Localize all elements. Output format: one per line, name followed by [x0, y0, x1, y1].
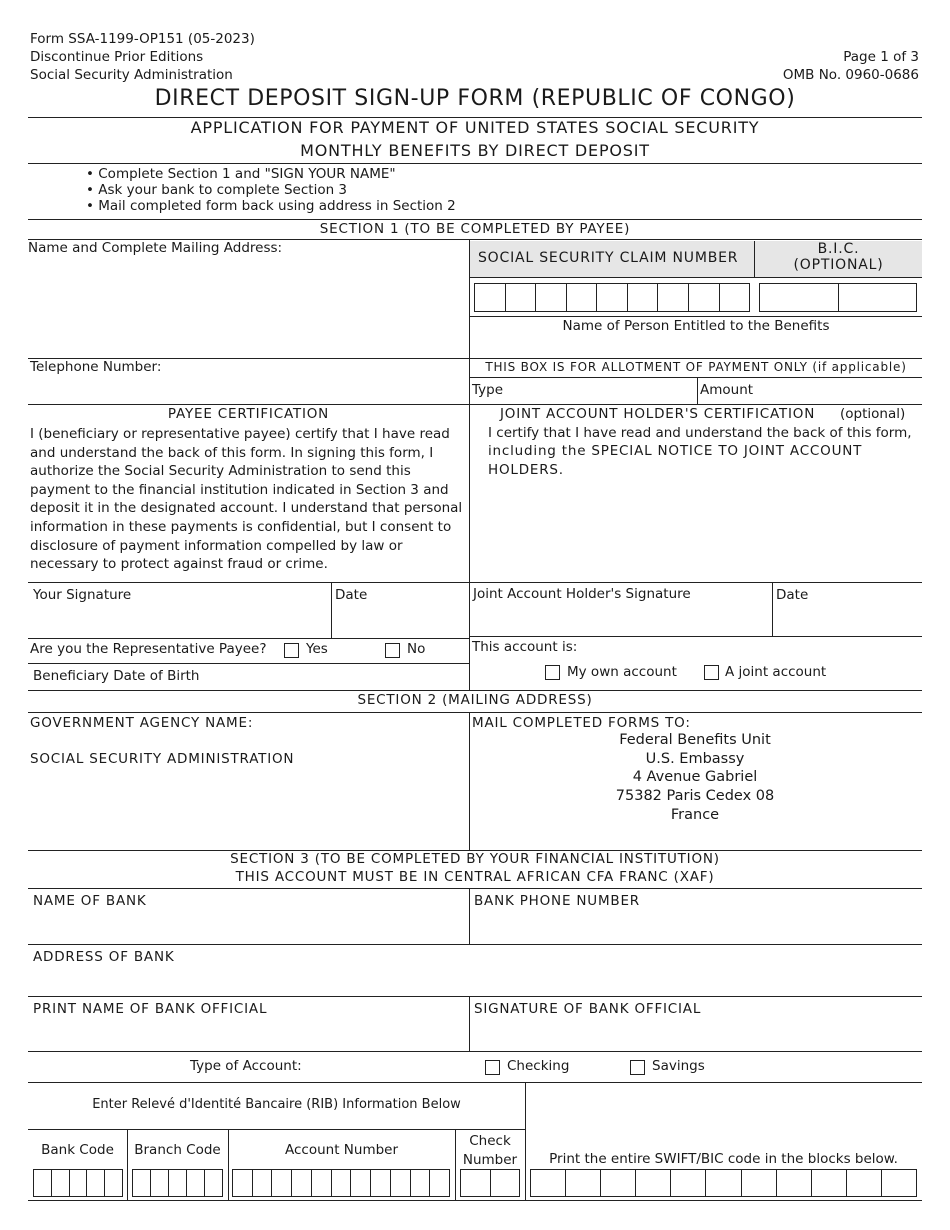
- divider: [469, 996, 470, 1051]
- page-number: Page 1 of 3: [843, 49, 919, 65]
- instruction-item: • Ask your bank to complete Section 3: [86, 182, 348, 198]
- rib-label: Enter Relevé d'Identité Bancaire (RIB) Information Below: [92, 1097, 461, 1112]
- divider: [470, 316, 922, 317]
- divider: [469, 888, 470, 944]
- divider: [697, 377, 698, 404]
- divider: [28, 944, 922, 945]
- no-label: No: [407, 641, 426, 657]
- check-number-boxes[interactable]: [460, 1169, 520, 1197]
- account-type-label: Type of Account:: [190, 1058, 302, 1074]
- divider: [28, 1129, 525, 1130]
- bank-official-name-field[interactable]: [30, 1019, 466, 1049]
- account-is-label: This account is:: [472, 639, 578, 655]
- divider: [28, 582, 922, 583]
- section3-heading-line1: SECTION 3 (TO BE COMPLETED BY YOUR FINANCIAL INSTITUTION): [230, 851, 720, 867]
- joint-signature-field[interactable]: [473, 604, 768, 636]
- divider: [228, 1129, 229, 1200]
- name-address-field[interactable]: [30, 258, 466, 356]
- bank-code-boxes[interactable]: [33, 1169, 123, 1197]
- divider: [28, 888, 922, 889]
- divider: [525, 1082, 526, 1200]
- joint-account-label: A joint account: [725, 664, 827, 680]
- telephone-label: Telephone Number:: [30, 359, 162, 375]
- yes-label: Yes: [306, 641, 328, 657]
- savings-label: Savings: [652, 1058, 705, 1074]
- divider: [28, 663, 469, 664]
- bank-official-signature-field[interactable]: [474, 1019, 920, 1049]
- check-number-label-line2: Number: [462, 1152, 518, 1168]
- swift-label: Print the entire SWIFT/BIC code in the blocks below.: [549, 1151, 898, 1167]
- own-account-checkbox[interactable]: [545, 665, 560, 680]
- allotment-type-label[interactable]: Type: [472, 382, 504, 398]
- allotment-amount-label[interactable]: Amount: [700, 382, 754, 398]
- divider: [331, 582, 332, 638]
- savings-checkbox[interactable]: [630, 1060, 645, 1075]
- joint-date-label: Date: [776, 587, 809, 603]
- divider: [28, 404, 922, 405]
- your-signature-field[interactable]: [30, 604, 328, 638]
- own-account-label: My own account: [567, 664, 677, 680]
- divider: [772, 582, 773, 637]
- address-line: U.S. Embassy: [645, 751, 745, 767]
- divider: [28, 638, 469, 639]
- bank-name-label: NAME OF BANK: [33, 893, 147, 909]
- bank-code-label: Bank Code: [41, 1142, 114, 1158]
- joint-certification-line3: HOLDERS.: [488, 462, 564, 478]
- bank-phone-field[interactable]: [474, 912, 920, 942]
- account-number-boxes[interactable]: [232, 1169, 450, 1197]
- rep-payee-no-checkbox[interactable]: [385, 643, 400, 658]
- checking-checkbox[interactable]: [485, 1060, 500, 1075]
- address-line: France: [670, 807, 720, 823]
- telephone-field[interactable]: [30, 376, 466, 403]
- ssn-claim-label: SOCIAL SECURITY CLAIM NUMBER: [478, 250, 739, 266]
- branch-code-boxes[interactable]: [132, 1169, 223, 1197]
- divider: [28, 996, 922, 997]
- beneficiary-dob-label: Beneficiary Date of Birth: [33, 668, 200, 684]
- divider: [469, 239, 470, 690]
- payee-certification-title: PAYEE CERTIFICATION: [167, 406, 330, 422]
- bank-official-signature-label: SIGNATURE OF BANK OFFICIAL: [474, 1001, 702, 1017]
- your-signature-label: Your Signature: [33, 587, 132, 603]
- name-address-label: Name and Complete Mailing Address:: [28, 240, 283, 256]
- check-number-label-line1: Check: [469, 1133, 511, 1149]
- agency-name: Social Security Administration: [30, 67, 233, 83]
- entitled-person-label: Name of Person Entitled to the Benefits: [562, 318, 830, 334]
- joint-certification-title: JOINT ACCOUNT HOLDER'S CERTIFICATION: [500, 406, 816, 422]
- joint-signature-label: Joint Account Holder's Signature: [473, 586, 691, 602]
- instruction-item: • Mail completed form back using address in Section 2: [86, 198, 456, 214]
- address-line: 75382 Paris Cedex 08: [615, 788, 775, 804]
- swift-code-boxes[interactable]: [530, 1169, 917, 1197]
- form-id: Form SSA-1199-OP151 (05-2023): [30, 31, 255, 47]
- gov-agency-value: SOCIAL SECURITY ADMINISTRATION: [30, 751, 295, 767]
- joint-certification-line2: including the SPECIAL NOTICE TO JOINT ACCOUNT: [488, 443, 863, 459]
- divider: [470, 636, 922, 637]
- divider: [28, 219, 922, 220]
- date-label: Date: [335, 587, 368, 603]
- divider: [28, 1051, 922, 1052]
- bic-boxes[interactable]: [759, 283, 917, 312]
- claim-number-boxes[interactable]: [474, 283, 750, 312]
- beneficiary-dob-field[interactable]: [210, 666, 465, 688]
- account-number-label: Account Number: [284, 1142, 399, 1158]
- bic-label-line1: B.I.C.: [817, 241, 860, 257]
- subtitle-line2: MONTHLY BENEFITS BY DIRECT DEPOSIT: [300, 141, 650, 160]
- divider: [28, 358, 922, 359]
- joint-certification-line1: I certify that I have read and understand the back of this form,: [488, 425, 912, 441]
- bank-phone-label: BANK PHONE NUMBER: [474, 893, 640, 909]
- date-field[interactable]: [335, 604, 465, 638]
- divider: [127, 1129, 128, 1200]
- divider: [28, 690, 922, 691]
- bic-label-line2: (OPTIONAL): [793, 257, 884, 273]
- divider: [470, 377, 922, 378]
- bank-address-label: ADDRESS OF BANK: [33, 949, 175, 965]
- bank-official-name-label: PRINT NAME OF BANK OFFICIAL: [33, 1001, 268, 1017]
- divider: [470, 277, 922, 278]
- rep-payee-yes-checkbox[interactable]: [284, 643, 299, 658]
- divider: [28, 712, 922, 713]
- divider: [28, 1082, 922, 1083]
- allotment-label: THIS BOX IS FOR ALLOTMENT OF PAYMENT ONLY (if applicable): [485, 360, 907, 374]
- section3-heading-line2: THIS ACCOUNT MUST BE IN CENTRAL AFRICAN CFA FRANC (XAF): [235, 869, 715, 885]
- section2-heading: SECTION 2 (MAILING ADDRESS): [357, 692, 593, 708]
- rep-payee-question: Are you the Representative Payee?: [30, 641, 267, 657]
- bank-address-field[interactable]: [30, 967, 920, 994]
- address-line: Federal Benefits Unit: [619, 732, 771, 748]
- checking-label: Checking: [507, 1058, 570, 1074]
- divider: [28, 163, 922, 164]
- address-line: 4 Avenue Gabriel: [632, 769, 758, 785]
- mail-to-label: MAIL COMPLETED FORMS TO:: [472, 715, 691, 731]
- instruction-item: • Complete Section 1 and "SIGN YOUR NAME": [86, 166, 396, 182]
- subtitle-line1: APPLICATION FOR PAYMENT OF UNITED STATES SOCIAL SECURITY: [190, 118, 760, 137]
- gov-agency-label: GOVERNMENT AGENCY NAME:: [30, 715, 254, 731]
- divider: [28, 1200, 922, 1201]
- discontinue-note: Discontinue Prior Editions: [30, 49, 204, 65]
- joint-account-checkbox[interactable]: [704, 665, 719, 680]
- joint-date-field[interactable]: [776, 604, 920, 636]
- page-title: DIRECT DEPOSIT SIGN-UP FORM (REPUBLIC OF CONGO): [154, 86, 796, 111]
- section1-heading: SECTION 1 (TO BE COMPLETED BY PAYEE): [319, 221, 631, 237]
- bank-name-field[interactable]: [30, 912, 466, 942]
- omb-number: OMB No. 0960-0686: [782, 67, 919, 83]
- payee-certification-text: I (beneficiary or representative payee) certify that I have read and understand the back of this form. In signing this form, I authorize the Social Security Administration to send this payment to the financial institution indicated in Section 3 and deposit it in the designated account. I understand that personal information in these payments is confidential, but I consent to disclosure of payment information compelled by law or necessary to protect against fraud or crime.: [30, 426, 463, 573]
- branch-code-label: Branch Code: [134, 1142, 221, 1158]
- joint-certification-optional: (optional): [840, 406, 906, 422]
